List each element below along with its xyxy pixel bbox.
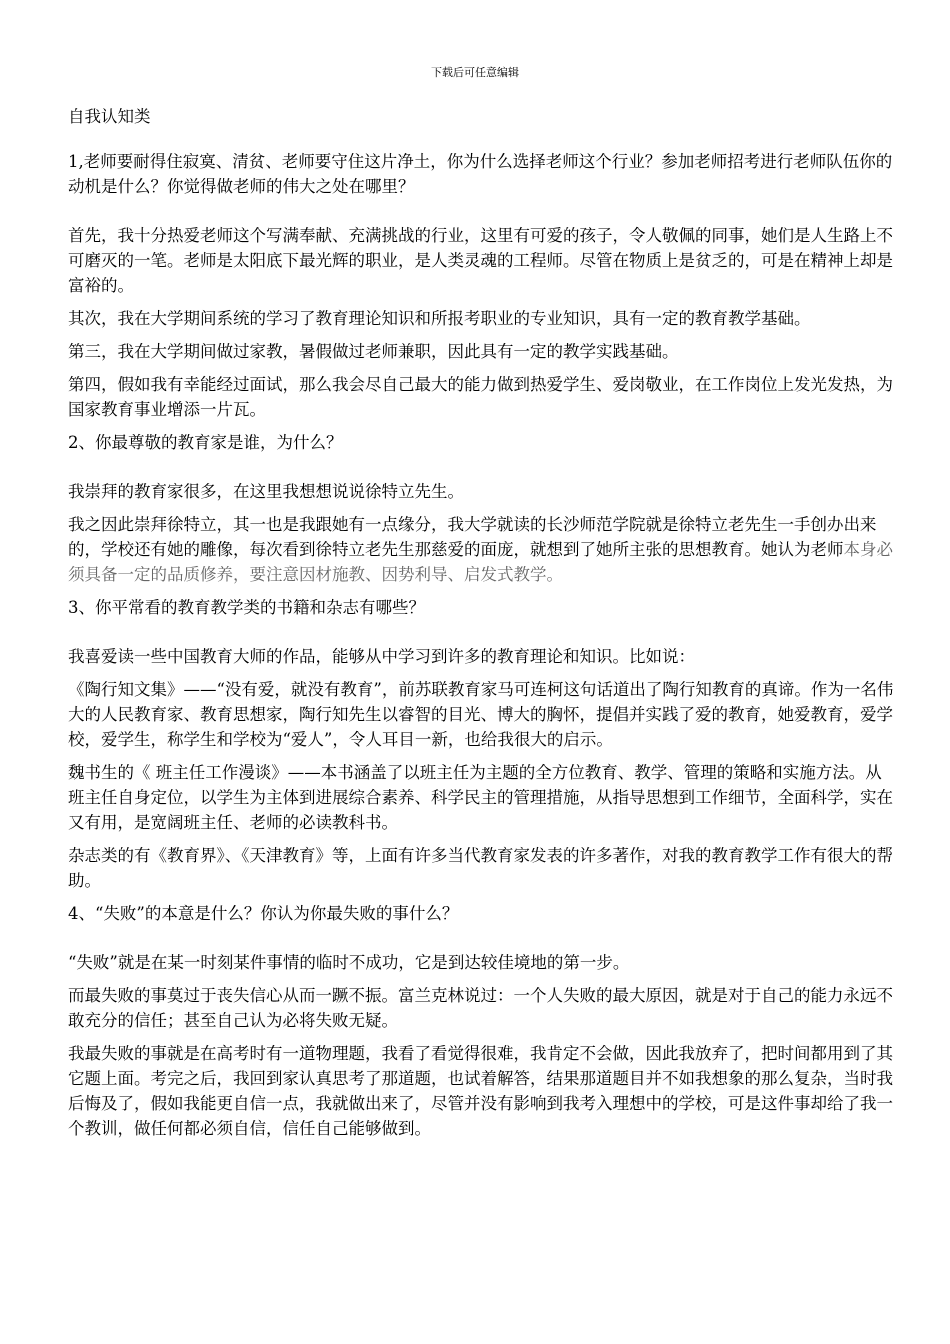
answer-paragraph: 我喜爱读一些中国教育大师的作品，能够从中学习到许多的教育理论和知识。比如说： (68, 647, 695, 666)
document-body (68, 104, 894, 1149)
question-3: 3、你平常看的教育教学类的书籍和杂志有哪些？ (68, 598, 425, 617)
question-1: 1,老师要耐得住寂寞、清贫、老师要守住这片净土，你为什么选择老师这个行业？参加老师招考进行老师队伍你的动机是什么？你觉得做老师的伟大之处在哪里？ (68, 152, 893, 196)
answer-paragraph: 第三，我在大学期间做过家教，暑假做过老师兼职，因此具有一定的教学实践基础。 (68, 342, 679, 361)
page-header: 下载后可任意编辑 (431, 66, 519, 79)
answer-paragraph: 杂志类的有《教育界》、《天津教育》等，上面有许多当代教育家发表的许多著作，对我的教育教学工作有很大的帮助。 (68, 846, 893, 890)
question-2: 2、你最尊敬的教育家是谁，为什么？ (68, 433, 343, 452)
answer-text: 我之因此崇拜徐特立，其一也是我跟她有一点缘分，我大学就读的长沙师范学院就是徐特立老先生一手创办出来的，学校还有她的雕像，每次看到徐特立老先生那慈爱的面庞，就想到了她所主张的思想教育。她认为老师 (68, 515, 877, 559)
answer-paragraph: 我最失败的事就是在高考时有一道物理题，我看了看觉得很难，我肯定不会做，因此我放弃了，把时间都用到了其它题上面。考完之后，我回到家认真思考了那道题，也试着解答，结果那道题目并不如我想象的那么复杂，当时我后悔及了，假如我能更自信一点，我就做出来了，尽管并没有影响到我考入理想中的学校，可是这件事却给了我一个教训，做任何都必须自信，信任自己能够做到。 (68, 1044, 893, 1138)
answer-paragraph: 我崇拜的教育家很多，在这里我想想说说徐特立先生。 (68, 482, 464, 501)
answer-paragraph: 首先，我十分热爱老师这个写满奉献、充满挑战的行业，这里有可爱的孩子，令人敬佩的同事，她们是人生路上不可磨灭的一笔。老师是太阳底下最光辉的职业，是人类灵魂的工程师。尽管在物质上是贫乏的，可是在精神上却是富裕的。 (68, 226, 893, 295)
answer-text-gray: 本身必须具备一定的品质修养，要注意因材施教、因势利导、启发式教学。 (68, 540, 893, 584)
answer-paragraph: 魏书生的《 班主任工作漫谈》——本书涵盖了以班主任为主题的全方位教育、教学、管理的策略和实施方法。从班主任自身定位，以学生为主体到进展综合素养、科学民主的管理措施，从指导思想到工作细节，全面科学，实在又有用，是宽阔班主任、老师的必读教科书。 (68, 763, 893, 832)
answer-paragraph: 《陶行知文集》——“没有爱，就没有教育”，前苏联教育家马可连柯这句话道出了陶行知教育的真谛。作为一名伟大的人民教育家、教育思想家，陶行知先生以睿智的目光、博大的胸怀，提倡并实践了爱的教育，她爱教育，爱学校，爱学生，称学生和学校为“爱人”，令人耳目一新，也给我很大的启示。 (68, 680, 894, 749)
answer-paragraph: 第四，假如我有幸能经过面试，那么我会尽自己最大的能力做到热爱学生、爱岗敬业，在工作岗位上发光发热，为国家教育事业增添一片瓦。 (68, 375, 893, 419)
section-title: 自我认知类 (68, 107, 151, 126)
answer-paragraph (68, 512, 894, 587)
answer-paragraph: 而最失败的事莫过于丧失信心从而一蹶不振。富兰克林说过：一个人失败的最大原因，就是对于自己的能力永远不敢充分的信任；甚至自己认为必将失败无疑。 (68, 986, 893, 1030)
answer-paragraph: 其次，我在大学期间系统的学习了教育理论知识和所报考职业的专业知识，具有一定的教育教学基础。 (68, 309, 811, 328)
answer-paragraph: “失败”就是在某一时刻某件事情的临时不成功，它是到达较佳境地的第一步。 (68, 953, 630, 972)
question-4: 4、“失败”的本意是什么？你认为你最失败的事什么？ (68, 904, 459, 923)
